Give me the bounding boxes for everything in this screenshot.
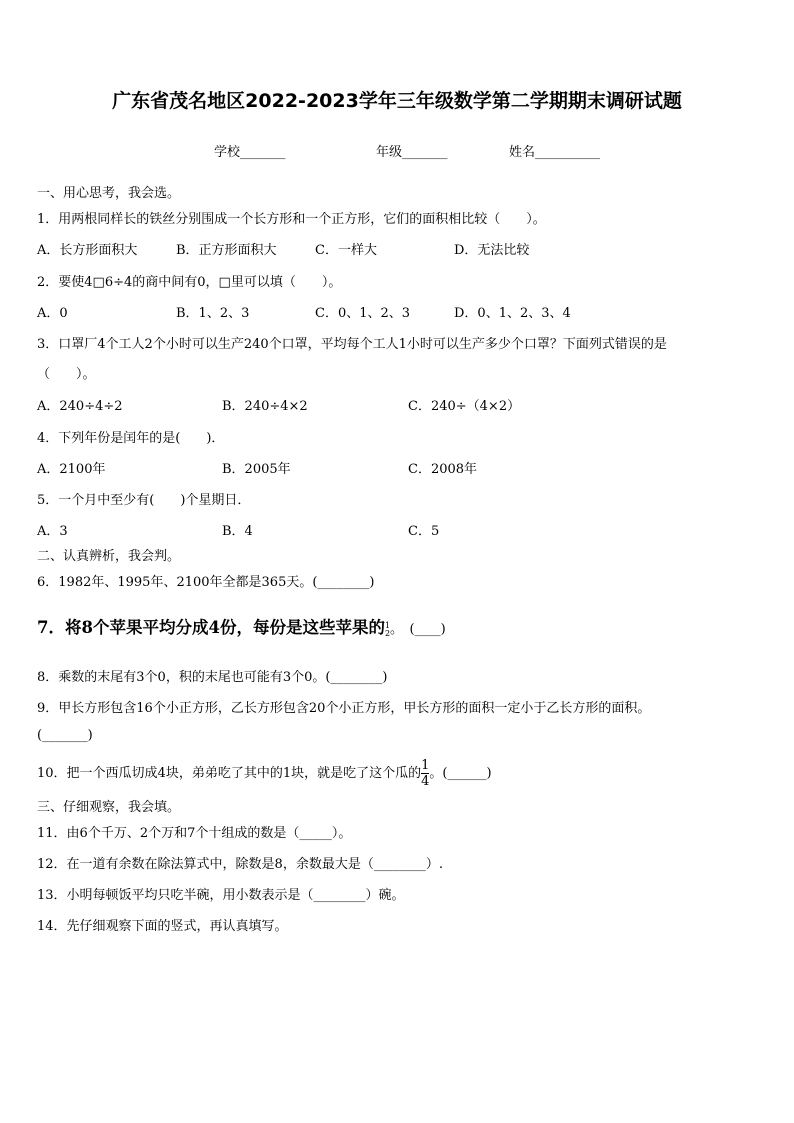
name-label: 姓名 — [509, 145, 536, 160]
q7-text: 7．将8个苹果平均分成4份，每份是这些苹果的 — [37, 618, 385, 637]
q1-option-a: A．长方形面积大 — [37, 243, 138, 258]
q3-option-b: B．240÷4×2 — [222, 399, 308, 414]
question-13: 13．小明每顿饭平均只吃半碗，用小数表示是（________）碗。 — [37, 888, 405, 903]
name-field — [509, 141, 600, 160]
q5-option-b: B．4 — [222, 524, 253, 539]
q10-denominator: 4 — [421, 774, 430, 789]
q5-option-a: A．3 — [37, 524, 68, 539]
name-blank: __________ — [535, 145, 601, 160]
school-label: 学校 — [214, 145, 241, 160]
q7-numerator: 1 — [384, 620, 391, 630]
q2-option-d: D．0、1、2、3、4 — [454, 306, 571, 321]
question-5: 5．一个月中至少有( )个星期日． — [37, 493, 251, 508]
q2-option-b: B．1、2、3 — [176, 306, 250, 321]
q1-option-c: C．一样大 — [315, 243, 377, 258]
q3-option-a: A．240÷4÷2 — [37, 399, 123, 414]
question-14: 14．先仔细观察下面的竖式，再认真填写。 — [37, 919, 288, 934]
q4-option-c: C．2008年 — [408, 462, 478, 477]
question-4: 4．下列年份是闰年的是( )． — [37, 431, 225, 446]
q10-text: 10．把一个西瓜切成4块，弟弟吃了其中的1块，就是吃了这个瓜的 — [37, 766, 422, 781]
q1-option-b: B．正方形面积大 — [176, 243, 277, 258]
section-1-heading: 一、用心思考，我会选。 — [37, 186, 181, 201]
q2-option-a: A．0 — [37, 306, 68, 321]
grade-blank: _______ — [402, 145, 448, 160]
section-2-heading: 二、认真辨析，我会判。 — [37, 549, 181, 564]
page-title: 广东省茂名地区2022-2023学年三年级数学第二学期期末调研试题 — [112, 90, 682, 112]
q4-option-b: B．2005年 — [222, 462, 291, 477]
q10-numerator: 1 — [421, 758, 430, 773]
q3-option-c: C．240÷（4×2） — [408, 399, 521, 414]
grade-field — [376, 141, 448, 160]
section-3-heading: 三、仔细观察，我会填。 — [37, 800, 181, 815]
question-12: 12．在一道有余数在除法算式中，除数是8，余数最大是（________）. — [37, 857, 443, 872]
question-9: 9．甲长方形包含16个小正方形，乙长方形包含20个小正方形，甲长方形的面积一定小于乙长方形的面积。 — [37, 701, 651, 716]
question-10 — [37, 758, 492, 789]
question-8: 8．乘数的末尾有3个0，积的末尾也可能有3个0。(________) — [37, 670, 388, 685]
school-blank: _______ — [240, 145, 286, 160]
question-3: 3．口罩厂4个工人2个小时可以生产240个口罩，平均每个工人1小时可以生产多少个口罩？下面列式错误的是 — [37, 337, 667, 352]
q1-option-d: D．无法比较 — [454, 243, 530, 258]
q2-option-c: C．0、1、2、3 — [315, 306, 411, 321]
q4-option-a: A．2100年 — [37, 462, 106, 477]
question-7 — [37, 614, 446, 638]
q7-tail: 。 (____) — [390, 622, 446, 637]
question-9-cont: (_______) — [37, 728, 93, 743]
school-field — [214, 141, 286, 160]
q5-option-c: C．5 — [408, 524, 440, 539]
question-3-cont: （ ）。 — [37, 367, 96, 382]
question-2: 2．要使4□6÷4的商中间有0，□里可以填（ ）。 — [37, 275, 342, 290]
question-11: 11．由6个千万、2个万和7个十组成的数是（_____）。 — [37, 826, 352, 841]
q10-tail: 。(______) — [429, 766, 492, 781]
question-1: 1．用两根同样长的铁丝分别围成一个长方形和一个正方形，它们的面积相比较（ ）。 — [37, 212, 546, 227]
question-6: 6．1982年、1995年、2100年全都是365天。(________) — [37, 575, 375, 590]
q7-denominator: 2 — [384, 628, 391, 638]
grade-label: 年级 — [376, 145, 403, 160]
